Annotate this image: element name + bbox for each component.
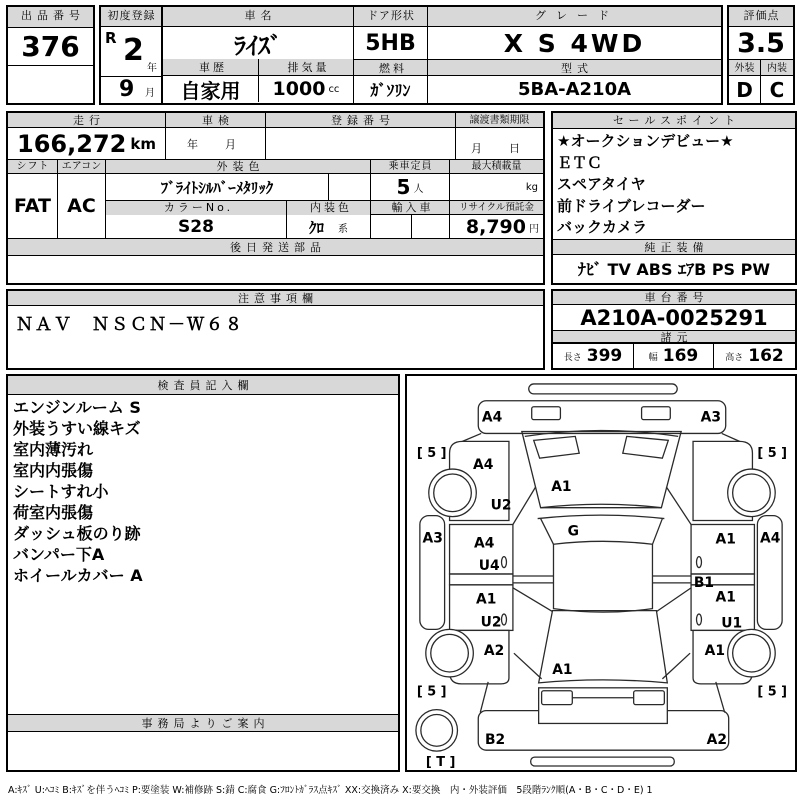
model-code-label: 型式 (428, 59, 721, 76)
ext-color-value: ﾌﾞﾗｲﾄｼﾙﾊﾞｰﾒﾀﾘｯｸ (160, 178, 274, 197)
front-grille-right (642, 407, 671, 420)
int-color-value (286, 215, 370, 238)
width-label: 幅 (648, 352, 658, 363)
history-value: 自家用 (180, 78, 241, 102)
registration-number-value (266, 128, 455, 159)
displacement-value (259, 76, 353, 102)
car-name-label: 車名 (163, 7, 353, 27)
panel-label-rear-fender-right: A1 (704, 643, 726, 660)
car-name-value: ﾗｲｽﾞ (234, 31, 282, 59)
inspector-note: シートすれ小 (13, 482, 109, 501)
shift-label: シフト (8, 160, 57, 174)
connector-line (666, 487, 691, 525)
rear-lower-bar (531, 757, 675, 766)
int-color-label: 内装色 (286, 201, 370, 215)
color-no-value: S28 (178, 217, 214, 237)
front-grille-left (532, 407, 561, 420)
inspector-note: エンジンルーム S (13, 398, 141, 417)
tire-mark-rear-left: [ 5 ] (416, 684, 447, 700)
front-bumper-panel (478, 401, 725, 434)
grade-value: X S 4WD (503, 28, 646, 58)
panel-label-front-fender-left: A4 (473, 457, 494, 474)
panel-label-front-bumper-right: A3 (700, 409, 722, 426)
panel-label-front-door-left-1: A4 (474, 535, 495, 552)
exterior-label: 外装 (729, 60, 761, 76)
office-value (8, 732, 398, 770)
color-no-label: カラーNo. (106, 201, 286, 215)
month-value: 9 (119, 77, 135, 102)
width-cell (633, 344, 713, 368)
tire-mark-front-left: [ 5 ] (416, 446, 447, 462)
length-cell (553, 344, 633, 368)
inspector-note: ホイールカバー A (13, 566, 143, 585)
spare-tire-mark: [ T ] (425, 755, 456, 770)
connector-line (541, 519, 554, 545)
panel-label-hood: A1 (551, 478, 572, 495)
vehicle-header-box (99, 5, 723, 105)
inspector-note: 室内薄汚れ (13, 440, 94, 459)
max-load-unit: kg (525, 181, 538, 193)
door-label: ドア形状 (354, 7, 427, 27)
connector-line (662, 653, 690, 679)
auction-number-empty-cell (8, 65, 93, 102)
int-color-suffix: 系 (338, 223, 348, 235)
sales-point-item: 前ドライブレコーダー (557, 196, 706, 215)
panel-label-rear-door-right-1: A1 (715, 589, 736, 606)
length-label: 長さ (563, 352, 582, 363)
sales-point-item: バックカメラ (557, 218, 648, 236)
recycle-label: リサイクル預託金 (450, 200, 543, 214)
panel-label-left-sill: A3 (422, 530, 443, 547)
panel-label-rear-door-left-2: U2 (480, 614, 502, 631)
history-label: 車歴 (163, 59, 258, 76)
max-load-label: 最大積載量 (450, 160, 543, 174)
shaken-placeholder: 年 月 (187, 137, 244, 151)
roof-outline (553, 541, 652, 612)
first-registration-month-cell (101, 76, 161, 102)
max-load-value (450, 174, 543, 200)
color-group-col (105, 160, 370, 238)
chassis-value: A210A-0025291 (580, 305, 768, 330)
panel-label-windshield-glass: G (567, 523, 579, 540)
connector-line (513, 588, 553, 612)
wheel-rear-right-inner (733, 634, 771, 672)
grade-label: グレード (428, 7, 721, 27)
tailgate-panel (539, 688, 668, 724)
displacement-cell (258, 59, 353, 102)
panel-label-rear-door-right-2: U1 (721, 615, 743, 632)
width-value: 169 (662, 346, 699, 366)
first-registration-col (101, 7, 163, 103)
interior-grade-value: C (769, 77, 785, 102)
sales-points-box (551, 111, 797, 285)
mileage-label: 走行 (8, 113, 165, 128)
ext-color-label: 外装色 (106, 160, 370, 174)
interior-label: 内装 (761, 60, 793, 76)
transfer-docs-cell (455, 113, 543, 159)
damage-diagram-box (405, 374, 797, 772)
year-value: 2 (123, 33, 144, 68)
panel-label-front-bumper-left: A4 (481, 409, 503, 426)
vehicle-detail-box (6, 111, 545, 285)
connector-line (514, 653, 542, 679)
connector-line (716, 682, 725, 713)
load-recycle-col (449, 160, 543, 238)
later-parts-label: 後日発送部品 (8, 238, 543, 255)
shift-value: FAT (14, 195, 51, 217)
transfer-docs-placeholder: 月 日 (471, 142, 528, 155)
chassis-label: 車台番号 (553, 291, 795, 305)
left-pillar-band (450, 574, 513, 585)
door-handle (697, 614, 702, 625)
connector-line (656, 588, 691, 612)
dimensions-label: 諸元 (553, 330, 795, 343)
tire-mark-front-right: [ 5 ] (757, 446, 788, 462)
shaken-cell (165, 113, 265, 159)
hood-windshield-outline (522, 431, 681, 507)
transfer-docs-label: 譲渡書類期限 (456, 113, 543, 128)
aircon-value: AC (67, 195, 96, 217)
damage-code-legend: A:ｷｽﾞ U:ﾍｺﾐ B:ｷｽﾞを伴うﾍｺﾐ P:要塗装 W:補修跡 S:錆 C:腐食 G:ﾌﾛﾝﾄｶﾞﾗｽ点ｷｽﾞ XX:交換済み X:要交換 内・外装評価 5段階ﾗﾝｸ順(A・B・C・D・E) 1 (8, 785, 653, 796)
wheel-front-left-inner (434, 474, 472, 512)
height-label: 高さ (725, 352, 744, 363)
shift-cell (8, 160, 57, 238)
import-empty-cell-2 (411, 215, 449, 238)
caution-box (6, 289, 545, 370)
door-fuel-col (353, 7, 427, 103)
capacity-number: 5 (396, 175, 411, 199)
length-value: 399 (586, 346, 623, 366)
caution-value: ＮＡＶ ＮＳＣＮ－Ｗ６８ (16, 315, 244, 335)
int-color-name: ｸﾛ (308, 218, 324, 237)
recycle-value (450, 214, 543, 238)
score-value: 3.5 (737, 27, 785, 59)
era-value: R (105, 29, 117, 47)
panel-label-rear-bumper-left: B2 (484, 732, 506, 749)
sales-point-item: ★オークションデビュー★ (557, 132, 734, 150)
inspector-notes (8, 395, 398, 714)
caution-label: 注意事項欄 (8, 291, 543, 306)
inspector-note: ダッシュ板のり跡 (13, 524, 141, 543)
oem-equipment-value: ﾅﾋﾞ TV ABS ｴｱB PS PW (577, 259, 771, 279)
panel-label-front-door-right: A1 (715, 531, 736, 548)
door-handle (697, 557, 702, 568)
car-name-col (163, 7, 353, 103)
mileage-value (8, 128, 165, 159)
inspector-label: 検査員記入欄 (8, 376, 398, 395)
capacity-import-col (370, 160, 449, 238)
cowl-line-lower (538, 515, 665, 518)
score-label: 評価点 (729, 7, 793, 27)
connector-line (722, 433, 740, 441)
mileage-unit: km (130, 134, 156, 153)
auction-number-label: 出品番号 (8, 7, 93, 28)
panel-label-b-pillar-right: B1 (693, 574, 715, 591)
mileage-number: 166,272 (17, 129, 127, 158)
auction-number-value: 376 (21, 30, 80, 63)
capacity-label: 乗車定員 (371, 160, 449, 174)
front-roof-bar (529, 384, 677, 394)
wiper-right (623, 436, 669, 458)
year-unit: 年 (147, 63, 157, 74)
aircon-label: エアコン (58, 160, 105, 174)
registration-number-label: 登録番号 (266, 113, 455, 128)
sales-points-list (553, 129, 795, 239)
door-value: 5HB (365, 30, 416, 56)
first-registration-year-cell (101, 27, 161, 76)
wheel-rear-left-inner (431, 634, 469, 672)
chassis-box (551, 289, 797, 370)
first-registration-label: 初度登録 (101, 7, 161, 27)
panel-label-rear-fender-left: A2 (483, 643, 505, 660)
connector-line (513, 487, 536, 525)
capacity-unit: 人 (413, 183, 424, 195)
exterior-grade-value: D (729, 76, 761, 103)
height-value: 162 (748, 346, 784, 366)
registration-number-cell (265, 113, 455, 159)
auction-number-box (6, 5, 95, 105)
sales-point-item: スペアタイヤ (557, 175, 646, 193)
sales-point-item: ＥＴＣ (557, 153, 603, 172)
connector-line (462, 433, 481, 441)
car-top-view-diagram (407, 376, 795, 770)
inspector-note: 荷室内張傷 (13, 503, 94, 522)
panel-label-front-door-left-2: U4 (478, 558, 500, 575)
panel-label-rear-door-left-1: A1 (476, 591, 497, 608)
panel-label-rear-bumper-right: A2 (706, 732, 727, 749)
import-empty-cell-1 (371, 215, 411, 238)
inspector-note: 室内内張傷 (13, 461, 94, 480)
oem-equipment-label: 純正装備 (553, 239, 795, 255)
fuel-label: 燃料 (354, 59, 427, 76)
wheel-front-right-inner (733, 474, 771, 512)
tire-mark-rear-right: [ 5 ] (757, 684, 788, 700)
capacity-value (371, 174, 449, 200)
height-cell (713, 344, 795, 368)
inspector-box (6, 374, 400, 772)
connector-line (652, 519, 662, 545)
month-unit: 月 (145, 88, 155, 99)
connector-line (480, 682, 488, 713)
door-handle (502, 614, 507, 625)
displacement-unit: cc (328, 83, 340, 95)
shaken-label: 車検 (166, 113, 265, 128)
panel-label-rear-window: A1 (552, 661, 573, 678)
office-label: 事務局よりご案内 (8, 714, 398, 732)
model-code-value: 5BA-A210A (517, 78, 632, 100)
history-cell (163, 59, 258, 102)
inspector-note: バンパー下A (13, 545, 105, 564)
score-box (727, 5, 795, 105)
recycle-unit: 円 (529, 223, 539, 235)
wiper-left (534, 436, 580, 458)
recycle-number: 8,790 (465, 216, 526, 238)
spare-tire-inner (421, 715, 453, 747)
grade-col (427, 7, 721, 103)
aircon-cell (57, 160, 105, 238)
inspector-note: 外装うすい線キズ (13, 419, 141, 438)
panel-label-cowl-left: U2 (490, 497, 512, 514)
sales-points-label: セールスポイント (553, 113, 795, 129)
displacement-number: 1000 (272, 78, 326, 100)
later-parts-value (8, 255, 543, 281)
import-label: 輸入車 (371, 200, 449, 214)
displacement-label: 排気量 (259, 59, 353, 76)
mileage-cell (8, 113, 165, 159)
fuel-value: ｶﾞｿﾘﾝ (370, 80, 411, 100)
door-handle (502, 557, 507, 568)
ext-color-empty-cell (328, 174, 370, 200)
panel-label-right-sill: A4 (760, 530, 781, 547)
